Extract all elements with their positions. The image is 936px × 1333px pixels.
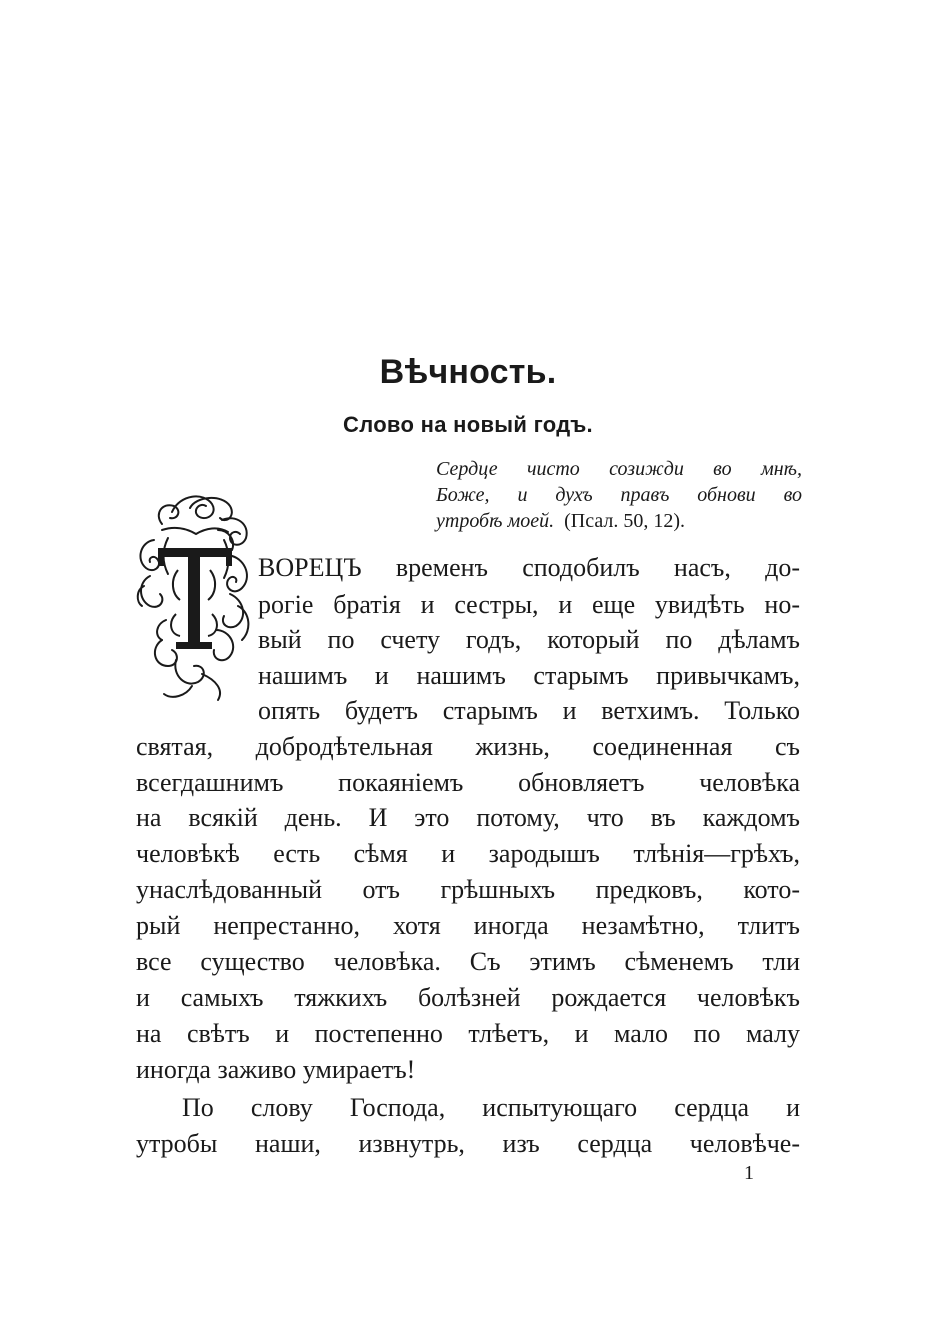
page-number: 1 xyxy=(744,1162,754,1184)
body-line: святая, добродѣтельная жизнь, соединенная съ xyxy=(136,732,800,761)
body-line: вый по счету годъ, который по дѣламъ xyxy=(258,625,800,654)
page-subtitle: Слово на новый годъ. xyxy=(343,412,593,437)
body-line: на всякій день. И это потому, что въ каждомъ xyxy=(136,803,800,832)
body-line: человѣкѣ есть сѣмя и зародышъ тлѣнія—грѣхъ, xyxy=(136,839,800,868)
body-line: всегдашнимъ покаяніемъ обновляетъ человѣка xyxy=(136,768,800,797)
body-line: рый непрестанно, хотя иногда незамѣтно, тлитъ xyxy=(136,911,800,940)
body-line: все существо человѣка. Съ этимъ сѣменемъ тли xyxy=(136,947,800,976)
body-line: опять будетъ старымъ и ветхимъ. Только xyxy=(258,696,800,725)
body-line: и самыхъ тяжкихъ болѣзней рождается человѣкъ xyxy=(136,983,800,1012)
epigraph-reference: (Псал. 50, 12). xyxy=(564,510,686,532)
body-line: ВОРЕЦЪ временъ сподобилъ насъ, до- xyxy=(258,553,800,582)
body-line: нашимъ и нашимъ старымъ привычкамъ, xyxy=(258,661,800,690)
epigraph-line: утробѣ моей. (Псал. 50, 12). xyxy=(436,510,686,532)
body-line: иногда заживо умираетъ! xyxy=(136,1055,416,1084)
ornate-initial-t-icon xyxy=(132,490,260,704)
body-line: По слову Господа, испытующаго сердца и xyxy=(182,1093,800,1122)
body-line: унаслѣдованный отъ грѣшныхъ предковъ, кото- xyxy=(136,875,800,904)
body-line: утробы наши, извнутрь, изъ сердца человѣче- xyxy=(136,1129,800,1158)
epigraph-line: Сердце чисто созижди во мнѣ, xyxy=(436,458,802,480)
epigraph xyxy=(436,456,802,534)
epigraph-line: Боже, и духъ правъ обнови во xyxy=(436,484,802,506)
body-line: на свѣтъ и постепенно тлѣетъ, и мало по малу xyxy=(136,1019,800,1048)
body-line: рогіе братія и сестры, и еще увидѣть но- xyxy=(258,590,800,619)
page-title: Вѣчность. xyxy=(379,353,557,391)
